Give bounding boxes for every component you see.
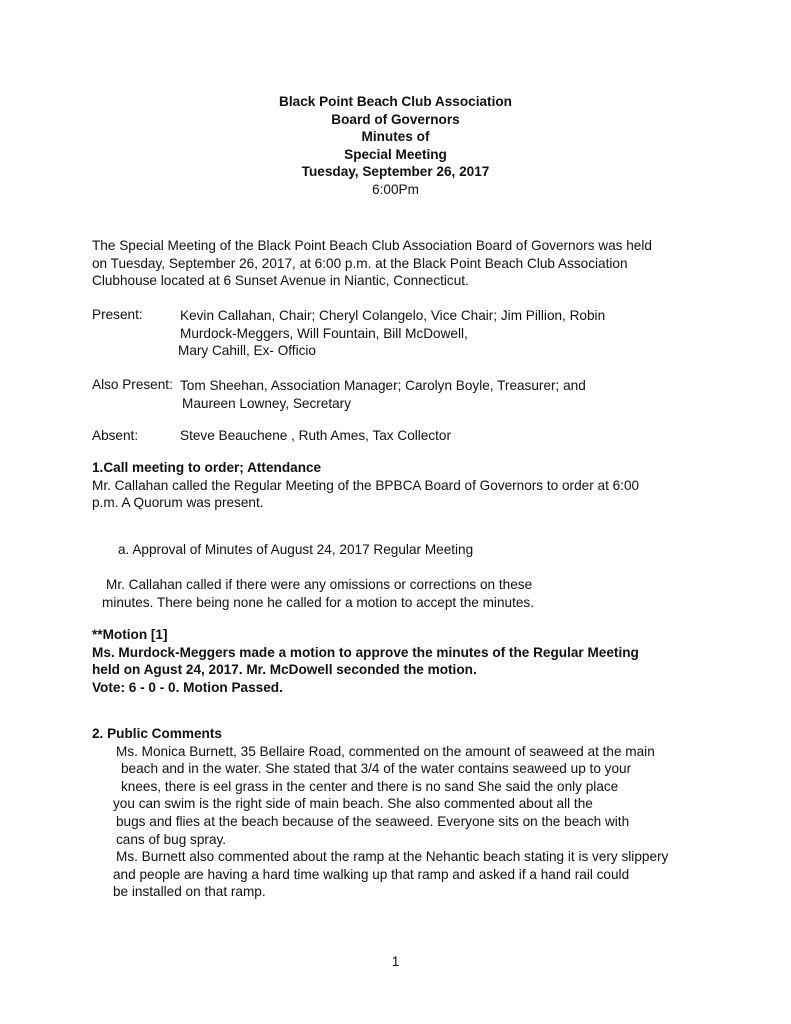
body-line: knees, there is eel grass in the center and there is no sand She said the only place [121,778,619,794]
body-line: Mr. Callahan called if there were any omissions or corrections on these [106,577,533,592]
body-line: cans of bug spray. [116,831,227,847]
meeting-type: Special Meeting [344,146,447,162]
motion-block [92,626,639,696]
meeting-time: 6:00Pm [372,181,419,197]
also-present-line: Maureen Lowney, Secretary [182,395,351,411]
also-present-list [180,377,586,412]
intro-line: Clubhouse located at 6 Sunset Avenue in Niantic, Connecticut. [92,273,469,289]
absent-list: Steve Beauchene , Ruth Ames, Tax Collector [180,428,452,443]
subsection-heading: a. Approval of Minutes of August 24, 2017 Regular Meeting [118,542,474,557]
section-public-comments [92,725,668,901]
motion-line: Vote: 6 - 0 - 0. Motion Passed. [92,679,283,695]
body-line: bugs and flies at the beach because of the seaweed. Everyone sits on the beach with [116,813,630,829]
body-line: you can swim is the right side of main beach. She also commented about all the [113,796,593,812]
body-line: p.m. A Quorum was present. [92,495,264,511]
motion-line: Ms. Murdock-Meggers made a motion to approve the minutes of the Regular Meeting [92,644,639,660]
body-line: and people are having a hard time walking up that ramp and asked if a hand rail could [113,866,630,882]
section-call-to-order [92,459,639,512]
section-heading: 2. Public Comments [92,726,222,741]
page-number: 1 [391,954,400,969]
intro-line: The Special Meeting of the Black Point Beach Club Association Board of Governors was held [92,238,652,253]
document-header [0,93,791,198]
section-heading: 1.Call meeting to order; Attendance [92,460,322,475]
org-title: Black Point Beach Club Association [279,94,512,109]
intro-line: on Tuesday, September 26, 2017, at 6:00 p.m. at the Black Point Beach Club Association [92,255,628,271]
present-line: Mary Cahill, Ex- Officio [178,343,316,359]
body-line: minutes. There being none he called for a motion to accept the minutes. [102,594,534,610]
present-line: Murdock-Meggers, Will Fountain, Bill McDowell, [180,325,468,341]
body-line: Ms. Monica Burnett, 35 Bellaire Road, commented on the amount of seaweed at the main [116,743,655,759]
body-line: Mr. Callahan called the Regular Meeting of the BPBCA Board of Governors to order at 6:00 [92,477,640,493]
subsection-body [102,576,534,611]
body-line: be installed on that ramp. [113,884,266,900]
board-title: Board of Governors [331,111,460,127]
meeting-date: Tuesday, September 26, 2017 [301,164,490,179]
body-line: Ms. Burnett also commented about the ramp at the Nehantic beach stating it is very slippery [116,849,669,865]
body-line: beach and in the water. She stated that 3/4 of the water contains seaweed up to your [121,761,632,777]
motion-line: **Motion [1] [92,627,168,642]
present-line: Kevin Callahan, Chair; Cheryl Colangelo, Vice Chair; Jim Pillion, Robin [180,308,606,323]
absent-label: Absent: [92,428,139,443]
present-list [180,307,605,360]
also-present-label: Also Present: [92,377,173,392]
intro-paragraph [92,237,652,290]
present-label: Present: [92,307,143,322]
also-present-line: Tom Sheehan, Association Manager; Carolyn Boyle, Treasurer; and [180,378,586,393]
motion-line: held on Agust 24, 2017. Mr. McDowell seconded the motion. [92,662,477,678]
doc-type: Minutes of [361,129,430,144]
